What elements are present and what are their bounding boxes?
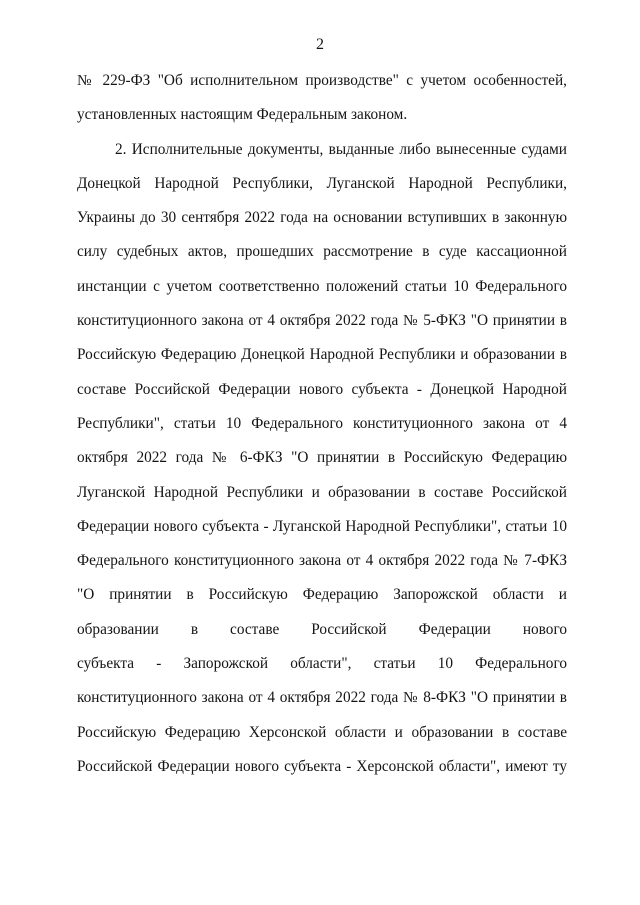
text-line: Республики", статьи 10 Федерального конституционного закона от 4 [77, 414, 567, 432]
text-line: установленных настоящим Федеральным законом. [77, 106, 408, 124]
body-text [77, 70, 567, 790]
text-line: Луганской Народной Республики и образовании в составе Российской [77, 483, 567, 501]
text-line: силу судебных актов, прошедших рассмотрение в суде кассационной [77, 243, 567, 261]
text-line: № 229-ФЗ "Об исполнительном производстве" с учетом особенностей, [77, 72, 567, 89]
text-line: Российскую Федерацию Донецкой Народной Республики и образовании в [77, 346, 567, 364]
text-line: Федерации нового субъекта - Луганской Народной Республики", статьи 10 [77, 517, 567, 535]
text-line: субъекта - Запорожской области", статьи 10 Федерального [77, 655, 567, 673]
text-line: образовании в составе Российской Федерации нового [77, 620, 567, 638]
paragraph-start-line: 2. Исполнительные документы, выданные либо вынесенные судами [115, 140, 567, 158]
page-number: 2 [316, 36, 324, 53]
text-line: Российскую Федерацию Херсонской области и образовании в составе [77, 723, 567, 741]
text-line: Федерального конституционного закона от 4 октября 2022 года № 7-ФКЗ [77, 552, 567, 570]
text-line: "О принятии в Российскую Федерацию Запорожской области и [77, 586, 567, 604]
text-line: Российской Федерации нового субъекта - Херсонской области", имеют ту [77, 757, 567, 775]
text-line: конституционного закона от 4 октября 2022 года № 5-ФКЗ "О принятии в [77, 312, 567, 330]
text-line: составе Российской Федерации нового субъекта - Донецкой Народной [77, 380, 567, 398]
text-line: Донецкой Народной Республики, Луганской Народной Республики, [77, 174, 567, 192]
text-line: Украины до 30 сентября 2022 года на основании вступивших в законную [77, 209, 567, 227]
text-line: инстанции с учетом соответственно положений статьи 10 Федерального [77, 277, 567, 295]
text-line: конституционного закона от 4 октября 2022 года № 8-ФКЗ "О принятии в [77, 689, 567, 707]
text-line: октября 2022 года № 6-ФКЗ "О принятии в Российскую Федерацию [77, 449, 567, 467]
